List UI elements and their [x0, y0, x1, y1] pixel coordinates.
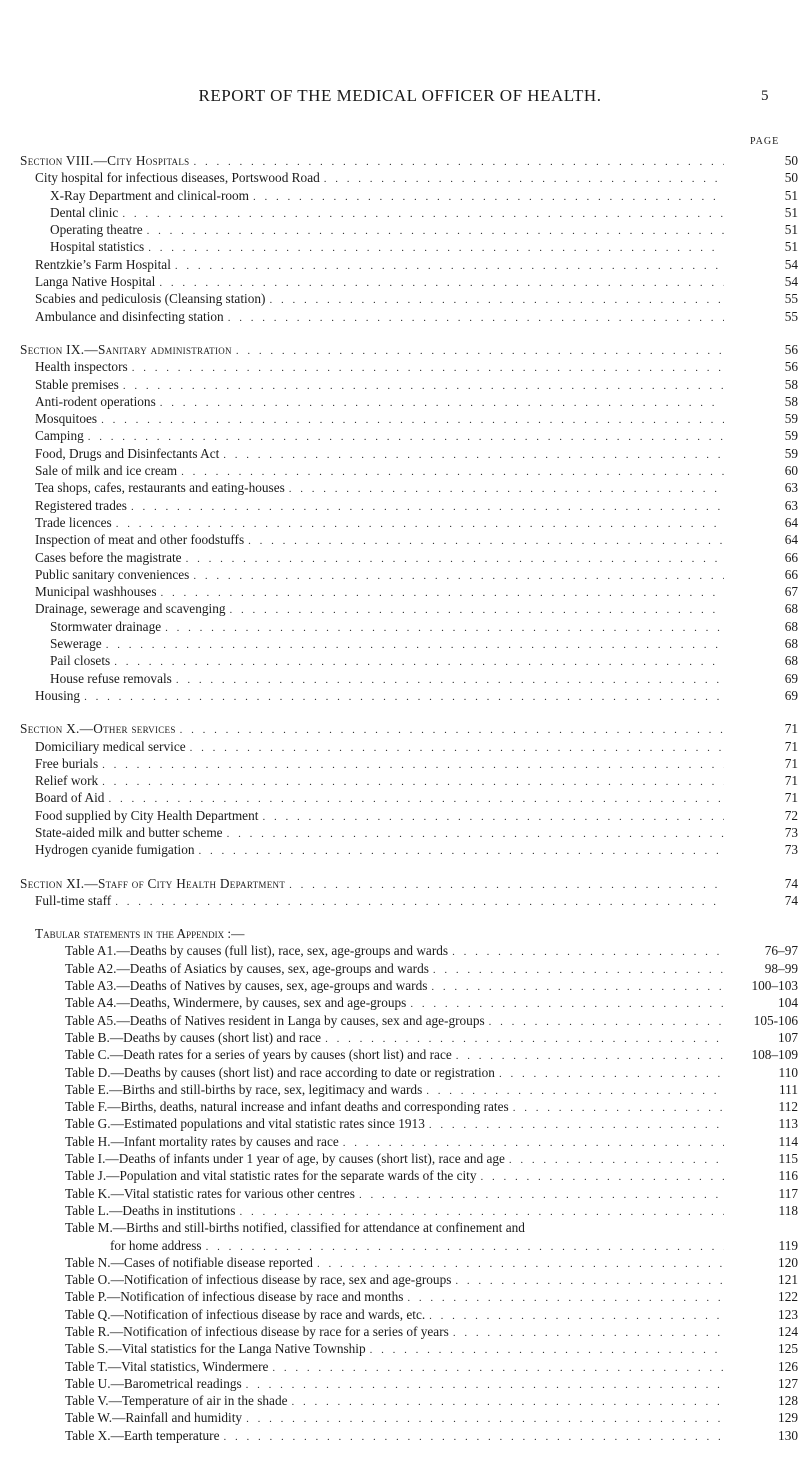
dot-leader: [190, 740, 724, 757]
toc-entry: [20, 687, 798, 704]
toc-entry-label: State-aided milk and butter scheme: [35, 824, 223, 840]
toc-entry: [20, 652, 798, 669]
toc-entry-label: Cases before the magistrate: [35, 549, 182, 565]
appendix-list: [20, 925, 798, 1444]
page-ref: 71: [784, 773, 798, 789]
dot-leader: [228, 310, 724, 327]
page-ref: 118: [778, 1202, 798, 1218]
appendix-table-entry: [20, 1115, 798, 1132]
dot-leader: [161, 585, 724, 602]
page-ref: 59: [784, 428, 798, 444]
page-ref: 69: [784, 670, 798, 686]
page-ref: 58: [784, 376, 798, 392]
dot-leader: [193, 568, 724, 585]
appendix-table-entry: [20, 1271, 798, 1288]
toc-entry: [20, 427, 798, 444]
appendix-table-entry: [20, 1081, 798, 1098]
appendix-table-entry: [20, 1323, 798, 1340]
toc-entry-label: Housing: [35, 687, 81, 703]
appendix-table-label: Table M.—Births and still-births notified, classified for attendance at confinement and: [65, 1220, 525, 1236]
toc-entry: [20, 479, 798, 496]
page-ref: 108–109: [751, 1047, 798, 1063]
dot-leader: [114, 654, 724, 671]
appendix-table-entry: [20, 1202, 798, 1219]
page-ref: 100–103: [751, 978, 798, 994]
toc-entry: [20, 410, 798, 427]
toc-entry: [20, 670, 798, 687]
page-ref: 114: [778, 1133, 798, 1149]
toc-entry: [20, 514, 798, 531]
dot-leader: [175, 258, 724, 275]
toc-entry-label: Food, Drugs and Disinfectants Act: [35, 445, 220, 461]
page-ref: 112: [778, 1099, 798, 1115]
dot-leader: [199, 843, 724, 860]
appendix-table-entry: [20, 1064, 798, 1081]
page-ref: 76–97: [764, 943, 798, 959]
toc-entry-label: Relief work: [35, 773, 99, 789]
appendix-table-entry-label: Table K.—Vital statistic rates for various other centres: [65, 1185, 355, 1201]
toc-entry-label: Rentzkie’s Farm Hospital: [35, 256, 171, 272]
appendix-table-entry-label: Table J.—Population and vital statistic rates for the separate wards of the city: [65, 1168, 477, 1184]
page-ref: 67: [784, 584, 798, 600]
toc-entry: [20, 531, 798, 548]
toc-entry: [20, 738, 798, 755]
dot-leader: [481, 1169, 724, 1186]
toc-entry-label: Dental clinic: [50, 204, 119, 220]
page-ref: 63: [784, 497, 798, 513]
toc-entry-label: Sale of milk and ice cream: [35, 463, 178, 479]
toc-entry-label: X-Ray Department and clinical-room: [50, 187, 250, 203]
page-ref: 51: [784, 239, 798, 255]
toc-entry: [20, 169, 798, 186]
dot-leader: [224, 1429, 725, 1446]
dot-leader: [433, 962, 724, 979]
dot-leader: [246, 1411, 724, 1428]
toc-entry: [20, 618, 798, 635]
dot-leader: [230, 602, 725, 619]
toc-entry: [20, 892, 798, 909]
dot-leader: [101, 412, 724, 429]
page-ref: 55: [784, 308, 798, 324]
page-ref: 119: [778, 1237, 798, 1253]
toc-entry-label: Anti-rodent operations: [35, 393, 156, 409]
page-ref: 74: [784, 892, 798, 908]
page-ref: 68: [784, 636, 798, 652]
appendix-table-entry: [20, 960, 798, 977]
toc-entry-label: Ambulance and disinfecting station: [35, 308, 224, 324]
page-ref: 120: [778, 1254, 798, 1270]
page-column-label: PAGE: [750, 136, 780, 147]
toc-entry: [20, 221, 798, 238]
dot-leader: [123, 378, 724, 395]
toc-entry: [20, 635, 798, 652]
table-of-contents: [20, 152, 798, 1460]
appendix-table-entry-label: Table A4.—Deaths, Windermere, by causes, sex and age-groups: [65, 995, 407, 1011]
toc-entry: [20, 273, 798, 290]
toc-entry-label: Hospital statistics: [50, 239, 145, 255]
toc-entry: [20, 376, 798, 393]
section-heading: [20, 341, 798, 358]
section-heading-label: Section VIII.—City Hospitals: [20, 153, 190, 168]
dot-leader: [180, 722, 724, 739]
dot-leader: [431, 979, 724, 996]
page-ref: 71: [784, 721, 798, 737]
appendix-table-entry: [20, 1375, 798, 1392]
page-ref: 68: [784, 601, 798, 617]
page-ref: 122: [778, 1289, 798, 1305]
page-ref: 66: [784, 549, 798, 565]
appendix-table-entry: [20, 1340, 798, 1357]
dot-leader: [289, 877, 724, 894]
dot-leader: [84, 689, 724, 706]
dot-leader: [513, 1100, 724, 1117]
page-ref: 63: [784, 480, 798, 496]
toc-entry: [20, 187, 798, 204]
page-ref: 110: [778, 1064, 798, 1080]
toc-entry-label: Scabies and pediculosis (Cleansing station): [35, 291, 266, 307]
dot-leader: [102, 757, 724, 774]
toc-section: [20, 152, 798, 325]
dot-leader: [499, 1066, 724, 1083]
toc-entry: [20, 358, 798, 375]
dot-leader: [509, 1152, 724, 1169]
appendix-table-entry: [20, 994, 798, 1011]
page-ref: 129: [778, 1410, 798, 1426]
toc-entry: [20, 841, 798, 858]
toc-section: [20, 720, 798, 858]
appendix-table-entry: [20, 1409, 798, 1426]
dot-leader: [453, 1325, 724, 1342]
appendix-table-entry-label: Table W.—Rainfall and humidity: [65, 1410, 243, 1426]
page-ref: 113: [778, 1116, 798, 1132]
page-ref: 51: [784, 204, 798, 220]
appendix-table-entry-label: Table F.—Births, deaths, natural increase and infant deaths and corresponding rates: [65, 1099, 509, 1115]
appendix-table-entry: [20, 1098, 798, 1115]
appendix-table-entry-label: Table A2.—Deaths of Asiatics by causes, sex, age-groups and wards: [65, 960, 429, 976]
dot-leader: [102, 774, 724, 791]
dot-leader: [176, 672, 724, 689]
dot-leader: [370, 1342, 724, 1359]
page-ref: 64: [784, 514, 798, 530]
page-ref: 105-106: [753, 1012, 798, 1028]
toc-entry-label: Inspection of meat and other foodstuffs: [35, 532, 245, 548]
appendix-table-entry-label: Table V.—Temperature of air in the shade: [65, 1393, 288, 1409]
page-ref: 50: [784, 153, 798, 168]
toc-entry-label: Board of Aid: [35, 790, 105, 806]
toc-entry: [20, 600, 798, 617]
dot-leader: [132, 360, 724, 377]
dot-leader: [429, 1117, 724, 1134]
toc-entry: [20, 290, 798, 307]
page-ref: 73: [784, 824, 798, 840]
appendix-table-entry: [20, 1133, 798, 1150]
toc-entry-label: Stormwater drainage: [50, 618, 162, 634]
dot-leader: [359, 1187, 724, 1204]
toc-entry-label: Registered trades: [35, 497, 127, 513]
appendix-table-entry-label: Table A1.—Deaths by causes (full list), race, sex, age-groups and wards: [65, 943, 449, 959]
appendix-table-entry: [20, 977, 798, 994]
appendix-table-entry-label: Table S.—Vital statistics for the Langa Native Township: [65, 1341, 366, 1357]
page-ref: 123: [778, 1306, 798, 1322]
page-ref: 107: [778, 1029, 798, 1045]
appendix-table-entry: [20, 1150, 798, 1167]
page-ref: 98–99: [764, 960, 798, 976]
page-ref: 54: [784, 274, 798, 290]
toc-entry-label: Sewerage: [50, 636, 102, 652]
toc-entry: [20, 308, 798, 325]
section-heading: [20, 875, 798, 892]
toc-entry-label: Food supplied by City Health Department: [35, 807, 259, 823]
appendix-table-continuation: [20, 1237, 798, 1254]
appendix-table-entry-label: Table A3.—Deaths of Natives by causes, sex, age-groups and wards: [65, 978, 428, 994]
toc-entry: [20, 238, 798, 255]
toc-entry-label: Municipal washhouses: [35, 584, 157, 600]
dot-leader: [489, 1014, 724, 1031]
appendix-table-entry-label: Table D.—Deaths by causes (short list) and race according to date or registration: [65, 1064, 495, 1080]
toc-entry: [20, 789, 798, 806]
toc-entry-label: Trade licences: [35, 514, 112, 530]
page-ref: 59: [784, 411, 798, 427]
page-ref: 124: [778, 1324, 798, 1339]
toc-entry: [20, 772, 798, 789]
running-title: REPORT OF THE MEDICAL OFFICER OF HEALTH.: [198, 86, 602, 105]
page-ref: 117: [778, 1185, 798, 1201]
toc-entry: [20, 824, 798, 841]
toc-entry: [20, 256, 798, 273]
dot-leader: [407, 1290, 724, 1307]
dot-leader: [429, 1308, 724, 1325]
page-ref: 73: [784, 842, 798, 858]
appendix-table-entry-label: Table P.—Notification of infectious disease by race and months: [65, 1289, 404, 1305]
appendix-table-entry-label: Table O.—Notification of infectious disease by race, sex and age-groups: [65, 1272, 452, 1288]
dot-leader: [227, 826, 724, 843]
appendix-table-entry: [20, 1392, 798, 1409]
page-ref: 69: [784, 687, 798, 703]
section-heading: [20, 152, 798, 169]
dot-leader: [223, 447, 724, 464]
toc-entry-label: Pail closets: [50, 653, 111, 669]
appendix-table-entry: [20, 942, 798, 959]
page-ref: 125: [778, 1341, 798, 1357]
appendix-table-entry: [20, 1306, 798, 1323]
page-ref: 59: [784, 445, 798, 461]
dot-leader: [324, 171, 724, 188]
dot-leader: [106, 637, 724, 654]
dot-leader: [262, 809, 724, 826]
page-ref: 71: [784, 790, 798, 806]
appendix-table-entry-label: Table H.—Infant mortality rates by causes and race: [65, 1133, 339, 1149]
toc-entry-label: Tea shops, cafes, restaurants and eating-houses: [35, 480, 285, 496]
dot-leader: [272, 1360, 724, 1377]
toc-entry-label: Domiciliary medical service: [35, 738, 186, 754]
appendix-heading: Tabular statements in the Appendix :—: [35, 926, 245, 942]
page-ref: 115: [778, 1151, 798, 1167]
page-ref: 130: [778, 1427, 798, 1443]
page-ref: 111: [779, 1081, 798, 1097]
dot-leader: [122, 206, 724, 223]
section-heading-label: Section XI.—Staff of City Health Department: [20, 875, 286, 891]
appendix-table-entry: [20, 1046, 798, 1063]
page-ref: 56: [784, 341, 798, 357]
appendix-table-entry-label: Table N.—Cases of notifiable disease reported: [65, 1254, 313, 1270]
toc-entry: [20, 462, 798, 479]
toc-entry: [20, 445, 798, 462]
appendix-table-entry-label: Table L.—Deaths in institutions: [65, 1202, 236, 1218]
appendix-table-entry: [20, 1167, 798, 1184]
dot-leader: [147, 223, 724, 240]
appendix-table-entry: [20, 1358, 798, 1375]
page-ref: 71: [784, 738, 798, 754]
dot-leader: [236, 343, 724, 360]
page-ref: 127: [778, 1375, 798, 1391]
toc-section: [20, 875, 798, 910]
dot-leader: [456, 1048, 724, 1065]
appendix-table-entry-label: Table E.—Births and still-births by race, sex, legitimacy and wards: [65, 1081, 423, 1097]
toc-entry-label: Health inspectors: [35, 359, 128, 375]
toc-entry-label: Camping: [35, 428, 84, 444]
toc-entry-label: Free burials: [35, 755, 99, 771]
dot-leader: [148, 240, 724, 257]
toc-section: [20, 341, 798, 704]
page-ref: 51: [784, 187, 798, 203]
toc-entry-label: Stable premises: [35, 376, 119, 392]
toc-entry-label: Operating theatre: [50, 222, 143, 238]
toc-entry-label: Public sanitary conveniences: [35, 566, 190, 582]
toc-entry-label: Full-time staff: [35, 892, 112, 908]
page-ref: 121: [778, 1272, 798, 1288]
dot-leader: [269, 292, 724, 309]
appendix-table-entry: [20, 1029, 798, 1046]
appendix-table-entry: [20, 1427, 798, 1444]
appendix-table-entry-label: Table U.—Barometrical readings: [65, 1375, 242, 1391]
toc-entry: [20, 755, 798, 772]
dot-leader: [115, 894, 724, 911]
toc-entry-label: Hydrogen cyanide fumigation: [35, 842, 195, 858]
dot-leader: [253, 189, 724, 206]
dot-leader: [165, 620, 724, 637]
dot-leader: [452, 944, 724, 961]
appendix-table-entry: [20, 1012, 798, 1029]
section-heading-label: Section X.—Other services: [20, 721, 176, 737]
dot-leader: [289, 481, 724, 498]
dot-leader: [292, 1394, 724, 1411]
toc-entry: [20, 807, 798, 824]
toc-entry-label: Mosquitoes: [35, 411, 98, 427]
appendix-table-entry-label: Table T.—Vital statistics, Windermere: [65, 1358, 269, 1374]
page-ref: 126: [778, 1358, 798, 1374]
page-ref: 64: [784, 532, 798, 548]
appendix-table-entry-label: Table X.—Earth temperature: [65, 1427, 220, 1443]
toc-entry-label: Langa Native Hospital: [35, 274, 156, 290]
appendix-table-entry-label: Table I.—Deaths of infants under 1 year of age, by causes (short list), race and age: [65, 1151, 505, 1167]
page-number: 5: [761, 88, 769, 104]
page-ref: 74: [784, 875, 798, 891]
dot-leader: [186, 551, 724, 568]
page-ref: 66: [784, 566, 798, 582]
page-ref: 68: [784, 653, 798, 669]
appendix-table-entry-label: Table Q.—Notification of infectious disease by race and wards, etc.: [65, 1306, 426, 1322]
appendix-table-entry: [20, 1185, 798, 1202]
appendix-table-entry-label: Table G.—Estimated populations and vital statistic rates since 1913: [65, 1116, 425, 1132]
page-ref: 54: [784, 256, 798, 272]
page-ref: 116: [778, 1168, 798, 1184]
section-heading: [20, 720, 798, 737]
page-ref: 58: [784, 393, 798, 409]
page-ref: 55: [784, 291, 798, 307]
appendix-table-entry-label: Table B.—Deaths by causes (short list) and race: [65, 1029, 322, 1045]
appendix-table-entry: [20, 1288, 798, 1305]
appendix-table-entry: [20, 1254, 798, 1271]
dot-leader: [160, 395, 724, 412]
section-heading-label: Section IX.—Sanitary administration: [20, 341, 232, 357]
page-ref: 56: [784, 359, 798, 375]
appendix-table-entry-label: Table C.—Death rates for a series of years by causes (short list) and race: [65, 1047, 452, 1063]
page-ref: 60: [784, 463, 798, 479]
toc-entry: [20, 583, 798, 600]
appendix-table-entry: [20, 1219, 798, 1236]
dot-leader: [131, 499, 724, 516]
toc-entry: [20, 204, 798, 221]
toc-entry: [20, 566, 798, 583]
page-ref: 50: [784, 170, 798, 186]
page-ref: 68: [784, 618, 798, 634]
appendix-table-entry-label: Table R.—Notification of infectious disease by race for a series of years: [65, 1324, 449, 1339]
page-ref: 51: [784, 222, 798, 238]
dot-leader: [248, 533, 724, 550]
page-ref: 104: [778, 995, 798, 1011]
toc-entry-label: House refuse removals: [50, 670, 172, 686]
page-ref: 128: [778, 1393, 798, 1409]
toc-entry: [20, 549, 798, 566]
toc-entry-label: Drainage, sewerage and scavenging: [35, 601, 226, 617]
appendix-table-continuation-label: for home address: [110, 1237, 202, 1253]
toc-entry: [20, 497, 798, 514]
toc-entry: [20, 393, 798, 410]
page-ref: 72: [784, 807, 798, 823]
page-ref: 71: [784, 755, 798, 771]
dot-leader: [455, 1273, 724, 1290]
toc-entry-label: City hospital for infectious diseases, Portswood Road: [35, 170, 320, 186]
appendix-table-entry-label: Table A5.—Deaths of Natives resident in Langa by causes, sex and age-groups: [65, 1012, 485, 1028]
